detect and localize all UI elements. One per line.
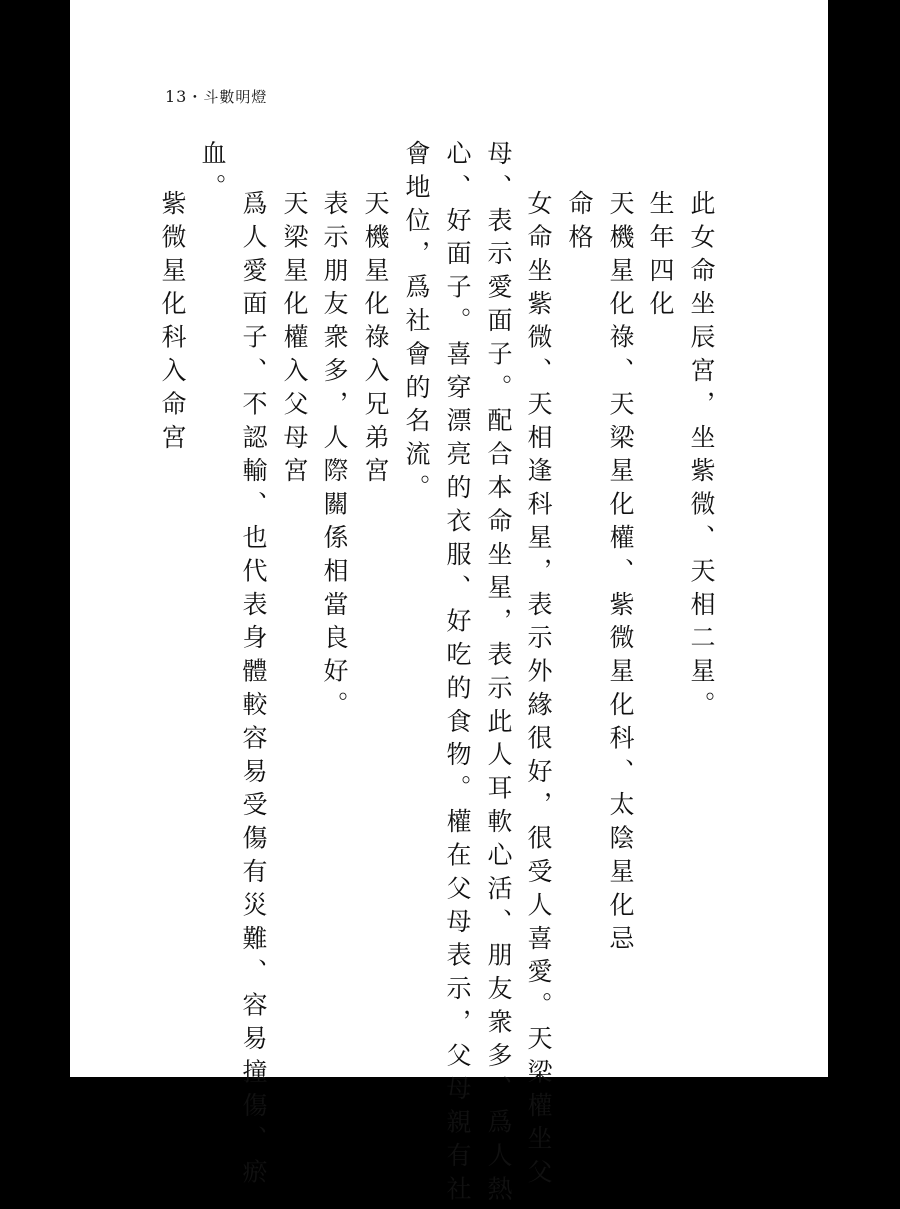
text-column-4: 命格 xyxy=(565,190,594,257)
text-column-7: 心、好面子。喜穿漂亮的衣服、好吃的食物。權在父母表示，父母親有社 xyxy=(443,140,472,1209)
text-column-13: 血。 xyxy=(198,140,227,207)
text-column-1: 此女命坐辰宮，坐紫微、天相二星。 xyxy=(687,190,716,725)
book-title: 斗數明燈 xyxy=(203,88,268,106)
page-number: 13 xyxy=(165,87,188,106)
text-column-9: 天機星化祿入兄弟宮 xyxy=(361,190,390,491)
header-separator: ・ xyxy=(187,88,204,106)
text-column-3: 天機星化祿、天梁星化權、紫微星化科、太陰星化忌 xyxy=(606,190,635,959)
text-column-8: 會地位，爲社會的名流。 xyxy=(402,140,431,508)
text-column-12: 爲人愛面子、不認輸、也代表身體較容易受傷有災難、容易撞傷、瘀 xyxy=(239,190,268,1192)
text-column-11: 天梁星化權入父母宮 xyxy=(280,190,309,491)
text-column-5: 女命坐紫微、天相逢科星，表示外緣很好，很受人喜愛。天梁權坐父 xyxy=(524,190,553,1192)
text-column-6: 母、表示愛面子。配合本命坐星，表示此人耳軟心活、朋友衆多、爲人熱 xyxy=(484,140,513,1209)
page-header xyxy=(165,86,267,107)
text-column-10: 表示朋友衆多，人際關係相當良好。 xyxy=(320,190,349,725)
book-page xyxy=(70,0,828,1209)
text-column-2: 生年四化 xyxy=(646,190,675,324)
text-column-14: 紫微星化科入命宮 xyxy=(158,190,187,458)
